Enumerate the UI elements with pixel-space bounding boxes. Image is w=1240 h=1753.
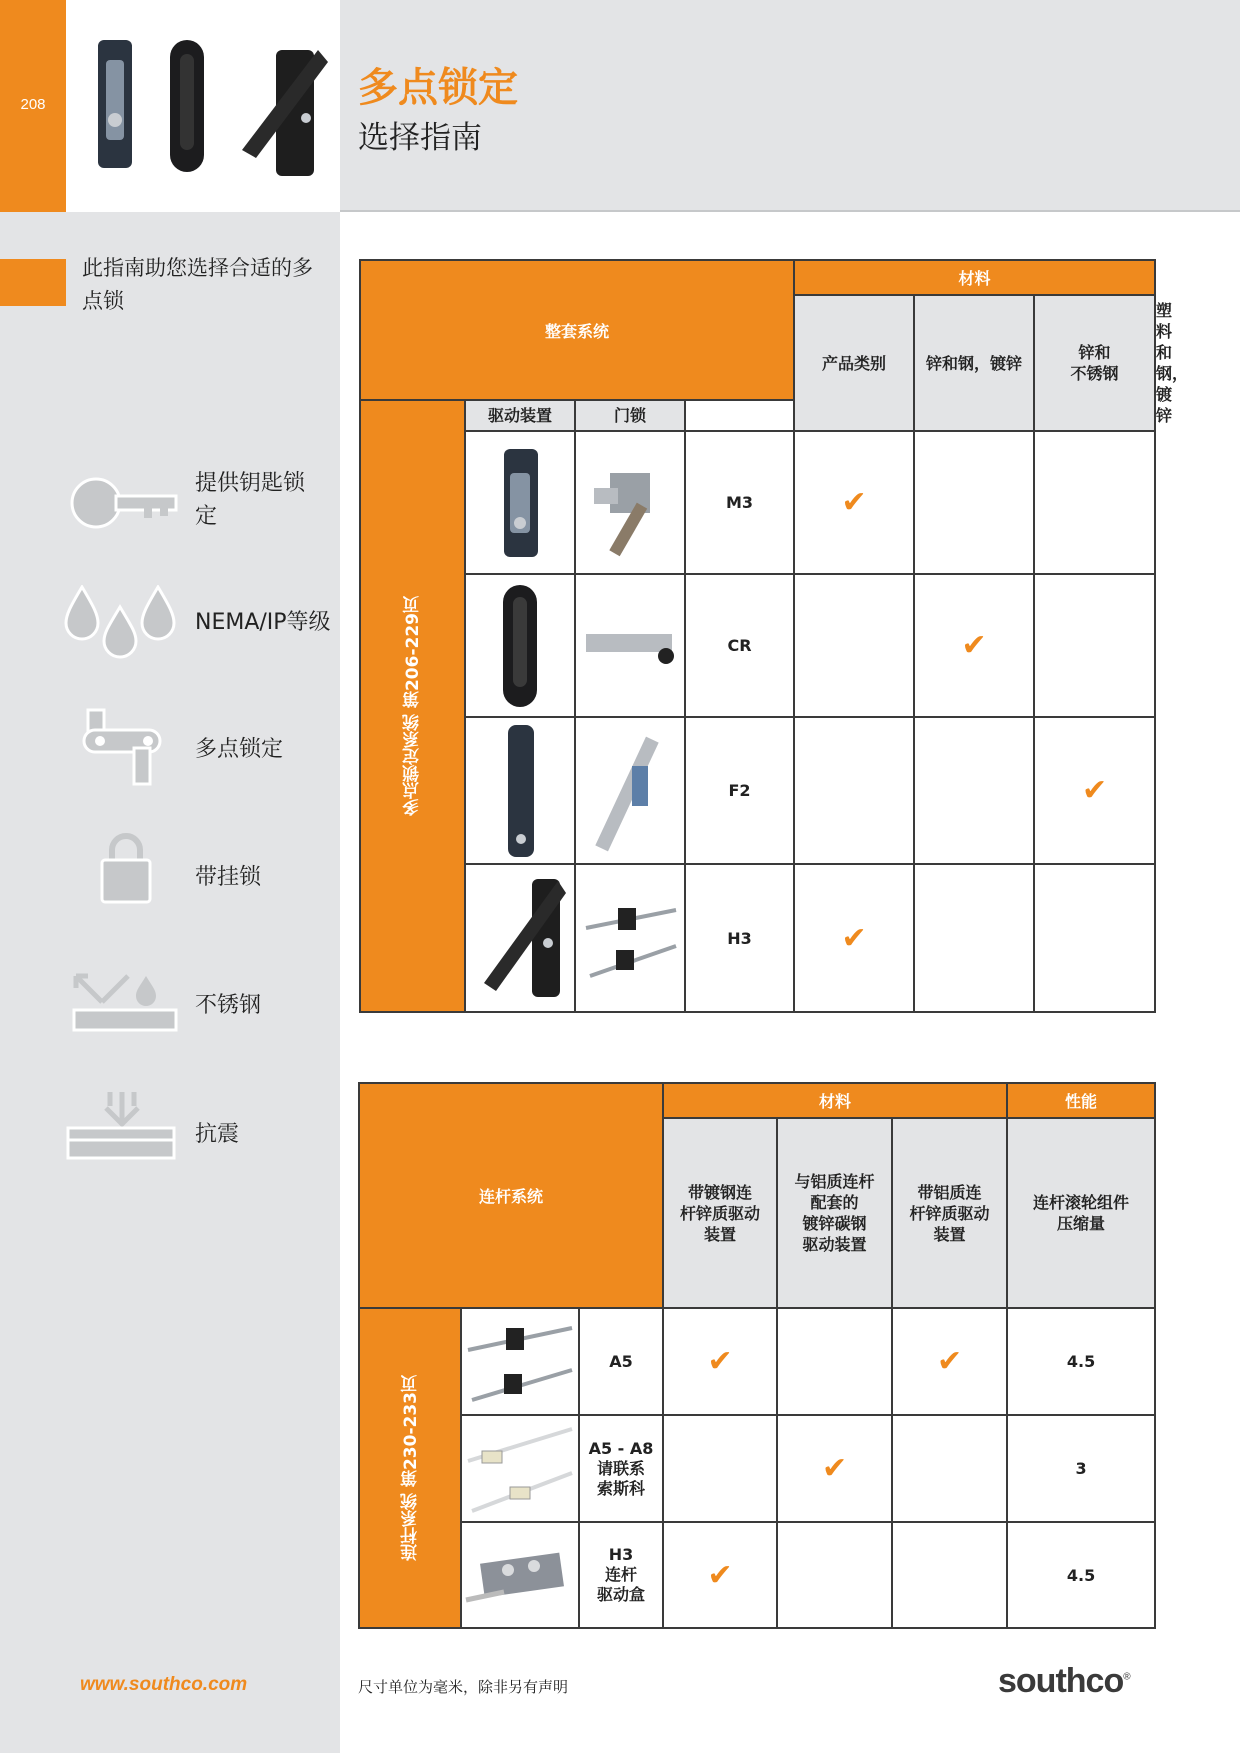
check-mark: ✔ (663, 1308, 777, 1415)
empty-cell (794, 574, 914, 717)
check-mark: ✔ (777, 1415, 892, 1522)
logo-text: southco (998, 1662, 1124, 1700)
check-mark: ✔ (663, 1522, 777, 1628)
material-col-header: 带铝质连 杆锌质驱动 装置 (892, 1118, 1007, 1308)
compression-value: 4.5 (1007, 1522, 1155, 1628)
empty-cell (914, 717, 1034, 864)
page-subtitle: 选择指南 (358, 120, 482, 156)
side-label-cell (359, 1308, 461, 1628)
product-type-cell: H3 连杆 驱动盒 (579, 1522, 663, 1628)
product-type-cell: A5 - A8 请联系 索斯科 (579, 1415, 663, 1522)
lock-image (575, 864, 685, 1012)
side-label: 多点锁定系统 第206-229页 (403, 596, 423, 816)
actuator-image (465, 864, 575, 1012)
multipoint-latch-icon (82, 708, 168, 788)
empty-cell (1034, 431, 1155, 574)
performance-header: 性能 (1007, 1083, 1155, 1118)
check-mark: ✔ (794, 864, 914, 1012)
product-type-cell: CR (685, 574, 794, 717)
anti-vibration-icon (66, 1090, 178, 1162)
empty-cell (892, 1522, 1007, 1628)
key-icon (68, 472, 180, 534)
compression-value: 4.5 (1007, 1308, 1155, 1415)
lock-image (575, 431, 685, 574)
complete-system-header: 整套系统 (360, 260, 794, 400)
linkage-system-header: 连杆系统 (359, 1083, 663, 1308)
linkage-system-table (358, 1082, 1156, 1629)
lock-image (575, 574, 685, 717)
product-type-cell: F2 (685, 717, 794, 864)
actuator-image (465, 574, 575, 717)
feature-label-padlock: 带挂锁 (195, 865, 262, 890)
material-col-header: 锌和钢，镀锌 (914, 295, 1034, 431)
actuator-image (465, 717, 575, 864)
materials-header: 材料 (794, 260, 1155, 295)
product-type-cell: M3 (685, 431, 794, 574)
southco-logo (998, 1662, 1130, 1701)
side-label-cell (360, 400, 465, 1012)
intro-text: 此指南助您选择合适的多点锁 (82, 256, 313, 313)
empty-cell (777, 1308, 892, 1415)
empty-cell (663, 1415, 777, 1522)
side-label: 连杆系统 第230-233页 (400, 1375, 421, 1561)
linkage-image (461, 1415, 579, 1522)
product-type-cell: H3 (685, 864, 794, 1012)
actuator-header: 驱动装置 (465, 400, 575, 431)
intro-accent-box (0, 259, 66, 306)
empty-cell (1034, 574, 1155, 717)
stainless-steel-icon (72, 970, 182, 1036)
feature-label-multipoint: 多点锁定 (195, 737, 284, 762)
lock-header: 门锁 (575, 400, 685, 431)
linkage-image (461, 1308, 579, 1415)
empty-cell (1034, 864, 1155, 1012)
performance-col-header: 连杆滚轮组件 压缩量 (1007, 1118, 1155, 1308)
padlock-icon (98, 832, 154, 904)
check-mark: ✔ (914, 574, 1034, 717)
multipoint-system-table: 整套系统 材料 产品类别 锌和钢，镀锌 锌和 不锈钢 塑料和 钢，镀锌 多点锁定系统 第206-229页 驱动装置 门锁 M3 ✔ CR ✔ F2 ✔ H3 ✔ (359, 259, 1156, 1013)
registered-mark: ® (1123, 1671, 1130, 1683)
lock-image (575, 717, 685, 864)
check-mark: ✔ (1034, 717, 1155, 864)
product-type-header: 产品类别 (794, 295, 914, 431)
material-col-header: 锌和 不锈钢 (1034, 295, 1155, 431)
check-mark: ✔ (794, 431, 914, 574)
compression-value: 3 (1007, 1415, 1155, 1522)
footer-note: 尺寸单位为毫米，除非另有声明 (358, 1678, 569, 1696)
empty-cell (892, 1415, 1007, 1522)
material-col-header: 带镀钢连 杆锌质驱动 装置 (663, 1118, 777, 1308)
water-drops-icon (64, 585, 176, 659)
feature-label-nema: NEMA/IP等级 (195, 610, 331, 635)
feature-label-key: 提供钥匙锁定 (195, 471, 306, 529)
header-product-photo (66, 0, 340, 212)
material-col-header: 与铝质连杆 配套的 镀锌碳钢 驱动装置 (777, 1118, 892, 1308)
feature-label-stainless: 不锈钢 (195, 993, 262, 1018)
empty-cell (794, 717, 914, 864)
feature-label-antivibration: 抗震 (195, 1122, 240, 1147)
materials-header: 材料 (663, 1083, 1007, 1118)
actuator-image (465, 431, 575, 574)
linkage-image (461, 1522, 579, 1628)
page-number: 208 (20, 96, 46, 113)
empty-cell (777, 1522, 892, 1628)
page-title: 多点锁定 (358, 65, 518, 111)
empty-cell (914, 431, 1034, 574)
empty-cell (914, 864, 1034, 1012)
product-type-cell: A5 (579, 1308, 663, 1415)
check-mark: ✔ (892, 1308, 1007, 1415)
website-link[interactable]: www.southco.com (80, 1674, 248, 1695)
